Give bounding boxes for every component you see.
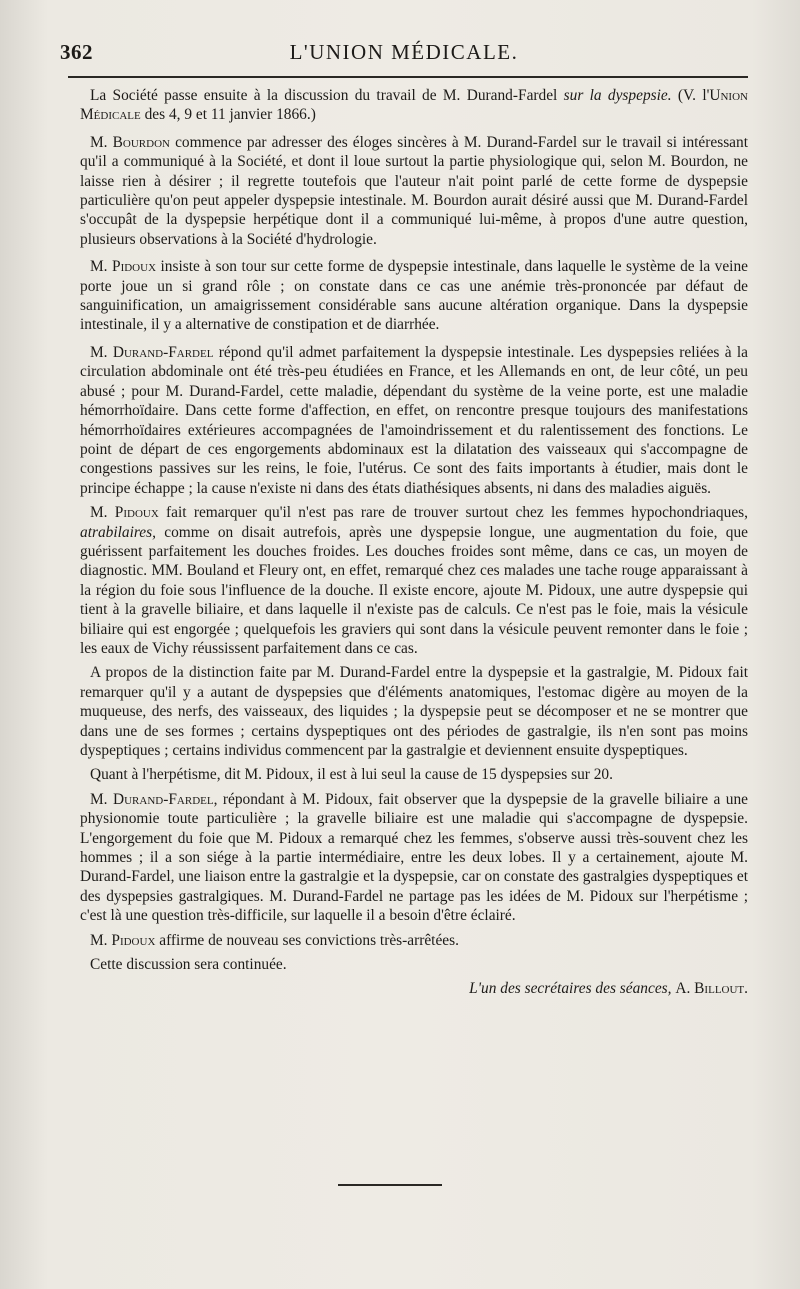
paragraph: Cette discussion sera continuée. (90, 956, 287, 974)
header-rule (68, 76, 748, 78)
paragraph: M. Pidoux affirme de nouveau ses convictions très-arrêtées. (90, 931, 459, 949)
paragraph: M. Durand-Fardel répond qu'il admet parfaitement la dyspepsie intestinale. Les dyspepsies reliées à la circulation abdominale ont été très-peu étudiées en France, et les Allemands en ont, de leur côté, un peu abusé ; pour M. Durand-Fardel, cette maladie, dépendant du système de la veine porte, est une maladie hémorrhoïdaire. Dans cette forme d'affection, en effet, on rencontre presque toujours des manifestations hémorrhoïdaires extérieures accompagnées de l'amoindrissement et du ralentissement des fonctions. Le point de départ de ces engorgements abdominaux est la dilatation des vaisseaux qui s'accompagne de congestions passives sur les reins, le foie, l'utérus. Ce sont des faits importants à étudier, mais dont le principe échappe ; la cause n'existe ni dans des états diathésiques absents, ni dans des maladies aiguës. (80, 343, 748, 497)
paragraph: A propos de la distinction faite par M. Durand-Fardel entre la dyspepsie et la gastralgie, M. Pidoux fait remarquer qu'il y a autant de dyspepsies que d'éléments anatomiques, l'estomac digère au moyen de la muqueuse, des nerfs, des vaisseaux, des liquides ; la dyspepsie peut se décomposer et ne se montrer que dans une de ses formes ; certains dyspeptiques ont des périodes de gastralgie, ils n'en sont pas moins dyspeptiques ; certains individus commencent par la gastralgie et deviennent ensuite dyspeptiques. (80, 664, 748, 759)
paragraph: Quant à l'herpétisme, dit M. Pidoux, il est à lui seul la cause de 15 dyspepsies sur 20. (90, 766, 613, 784)
section-rule (338, 1184, 442, 1186)
page-header (60, 32, 748, 72)
running-title: L'UNION MÉDICALE. (289, 39, 519, 64)
paragraph: M. Pidoux insiste à son tour sur cette forme de dyspepsie intestinale, dans laquelle le système de la veine porte joue un si grand rôle ; on constate dans ce cas une anémie très-prononcée par défaut de sanguinification, un amaigrissement considérable sans aucune altération organique. Dans la dyspepsie intestinale, il y a alternative de constipation et de diarrhée. (80, 258, 748, 334)
paragraph: M. Bourdon commence par adresser des éloges sincères à M. Durand-Fardel sur le travail si intéressant qu'il a communiqué à la Société, et dont il loue surtout la partie physiologique qui, selon M. Bourdon, ne laisse rien à désirer ; il regrette toutefois que l'auteur n'ait point parlé de cette forme de dyspepsie particulière qu'on peut appeler dyspepsie intestinale. M. Bourdon aurait désiré aussi que M. Durand-Fardel s'occupât de la dyspepsie herpétique dont il a communiqué lui-même, à propos d'une autre question, plusieurs observations à la Société d'hydrologie. (80, 133, 748, 248)
paragraph: La Société passe ensuite à la discussion du travail de M. Durand-Fardel sur la dyspepsie. (V. l'Union Médicale des 4, 9 et 11 janvier 1866.) (80, 87, 748, 124)
page-number: 362 (60, 39, 93, 64)
signature: L'un des secrétaires des séances, A. Billout. (469, 980, 748, 998)
paragraph: M. Pidoux fait remarquer qu'il n'est pas rare de trouver surtout chez les femmes hypochondriaques, atrabilaires, comme on disait autrefois, après une dyspepsie longue, une augmentation du foie, que guérissent parfaitement les douches froides. Les douches froides sont même, dans ce cas, un moyen de diagnostic. MM. Bouland et Fleury ont, en effet, remarqué chez ces malades une tache rouge apparaissant à la région du foie sous l'influence de la douche. Il existe encore, ajoute M. Pidoux, une autre dyspepsie qui tient à la gravelle biliaire, et dans laquelle il n'existe pas de calculs. Ce n'est pas le foie, mais la vésicule biliaire qui est engorgée ; quelquefois les graviers qui sont dans la vésicule peuvent remonter dans le foie ; les eaux de Vichy réussissent parfaitement dans ce cas. (80, 504, 748, 657)
paragraph: M. Durand-Fardel, répondant à M. Pidoux, fait observer que la dyspepsie de la gravelle biliaire a une physionomie toute particulière ; la gravelle biliaire est une maladie qui s'accompagne de dyspepsie. L'engorgement du foie que M. Pidoux a remarqué chez les femmes, s'observe aussi très-souvent chez les hommes ; il a son siége à la partie intermédiaire, entre les deux lobes. Il y a certainement, ajoute M. Durand-Fardel, une liaison entre la gastralgie et la dyspepsie, car on constate des gastralgies dyspeptiques et des dyspepsies gastralgiques. M. Durand-Fardel ne partage pas les idées de M. Pidoux sur l'herpétisme ; c'est là une question très-difficile, sur laquelle il a besoin d'être éclairé. (80, 790, 748, 925)
article-body (80, 86, 748, 1004)
